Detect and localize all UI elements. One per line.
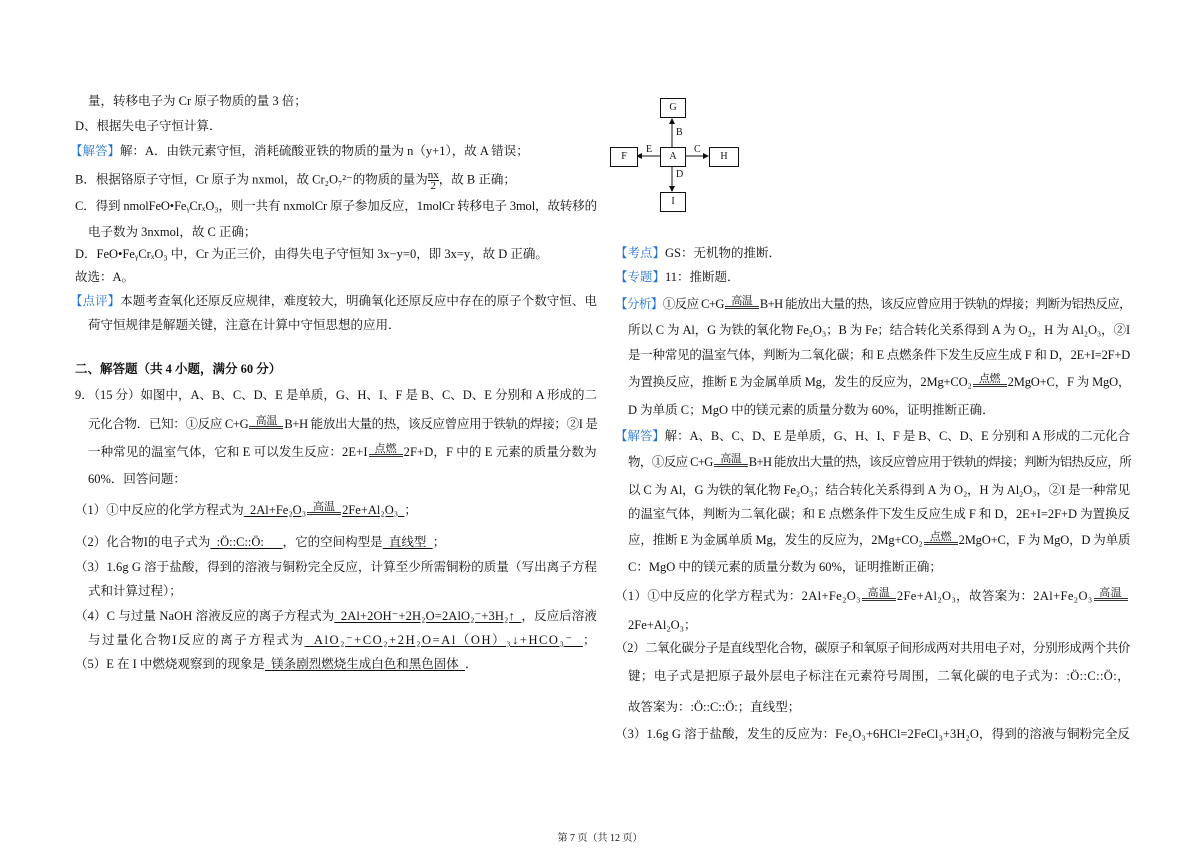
text-segment: 是一种常见的温室气体，判断为二氧化碳；和 E 点燃条件下发生反应生成 F 和 D，2E+I=2F+D — [628, 348, 1131, 362]
text-segment: （3）1.6g G 溶于盐酸，发生的反应为：Fe₂O₃+6HCl=2FeCl₃+3H₂O，得到的溶液与铜粉完全反 — [615, 727, 1130, 741]
left-text-line — [88, 93, 307, 109]
reaction-condition: 高温 — [249, 417, 283, 429]
text-segment: B．根据铬原子守恒，Cr 原子为 nxmol，故 Cr₂O₇²⁻的物质的量为 — [75, 172, 428, 187]
right-text-line — [628, 374, 1130, 390]
right-text-line — [628, 559, 942, 575]
text-segment: 与过量化合物I反应的离子方程式为 — [88, 633, 305, 647]
left-text-line — [88, 416, 598, 432]
section-tag: 【分析】 — [615, 297, 663, 311]
text-segment: B+H 能放出大量的热，该反应曾应用于铁轨的焊接；判断为铝热反应，所 — [748, 455, 1132, 469]
text-segment: 本题考查氧化还原反应规律，难度较大，明确氧化还原反应中存在的原子个数守恒、电 — [120, 294, 597, 308]
right-text-line — [628, 668, 1130, 684]
text-segment: 2Fe+Al₂O₃，故答案为：2Al+Fe₂O₃ — [896, 589, 1093, 603]
text-segment: 物，①反应 C+G — [628, 455, 713, 469]
text-segment: 故选：A。 — [75, 270, 135, 284]
left-text-line — [88, 632, 597, 648]
left-text-line — [75, 361, 281, 377]
text-segment: 2MgO+C，F 为 MgO，D 为单质 — [958, 533, 1131, 547]
text-segment: 11：推断题． — [665, 270, 740, 284]
text-segment: ； — [582, 633, 597, 647]
text-segment: 以 C 为 Al，G 为铁的氧化物 Fe₂O₃；结合转化关系得到 A 为 O₂，H 为 Al₂O₃，②I 是一种常见 — [628, 483, 1130, 497]
left-text-line — [75, 246, 548, 262]
text-segment: D．FeO•FeᵧCrₓO₃ 中，Cr 为正三价，由得失电子守恒知 3x−y=0，即 3x=y，故 D 正确。 — [75, 247, 548, 261]
right-text-line — [615, 640, 1130, 656]
section-tag: 【考点】 — [615, 246, 666, 260]
text-segment: 电子数为 3nxmol，故 C 正确； — [88, 225, 257, 239]
fraction — [428, 170, 439, 191]
section-tag: 【解答】 — [615, 429, 665, 443]
left-text-line — [75, 608, 597, 624]
text-segment: 键；电子式是把原子最外层电子标注在元素符号周围，二氧化碳的电子式为：:Ö::C::Ö:， — [628, 669, 1130, 683]
label-c: C — [694, 144, 701, 155]
text-segment: （1）①中反应的化学方程式为：2Al+Fe₂O₃ — [615, 589, 861, 603]
text-segment: GS：无机物的推断． — [665, 246, 781, 260]
text-segment: 2Fe+Al₂O₃； — [628, 618, 697, 632]
right-text-line — [628, 347, 1130, 363]
section-tag: 【点评】 — [70, 294, 121, 308]
section-tag: 【专题】 — [615, 270, 666, 284]
left-text-line — [88, 317, 401, 333]
text-segment: 解：A、B、C、D、E 是单质，G、H、I、F 是 B、C、D、E 分别和 A 形成的二元化合 — [664, 429, 1130, 443]
box-h: H — [709, 147, 739, 167]
right-text-line — [628, 402, 995, 418]
right-text-line — [628, 617, 697, 633]
answer-blank: :Ö::C::Ö: — [210, 535, 283, 549]
text-segment: 9．（15 分）如图中，A、B、C、D、E 是单质，G、H、I、F 是 B、C、D、E 分别和 A 形成的二 — [75, 388, 597, 402]
text-segment: 量，转移电子为 Cr 原子物质的量 3 倍； — [88, 94, 307, 108]
reaction-diagram — [600, 90, 760, 220]
section-tag: 【解答】 — [70, 144, 121, 158]
answer-blank: 镁条剧烈燃烧生成白色和黑色固体 — [264, 657, 465, 671]
text-segment: C．得到 nmolFeO•FeᵧCrₓO₃，则一共有 nxmolCr 原子参加反应，1molCr 转移电子 3mol，故转移的 — [75, 199, 597, 213]
left-text-line — [75, 118, 222, 134]
right-text-line — [615, 428, 1130, 444]
right-text-line — [628, 506, 1130, 522]
right-text-line — [628, 322, 1130, 338]
reaction-condition: 高温 — [1094, 589, 1128, 601]
answer-blank: AlO₂⁻+CO₂+2H₂O=Al（OH）₃↓+HCO₃⁻ — [304, 633, 583, 647]
text-segment: （2）二氧化碳分子是直线型化合物，碳原子和氧原子间形成两对共用电子对，分别形成两个共价 — [615, 641, 1130, 655]
reaction-condition: 点燃 — [973, 375, 1007, 387]
text-segment: （4）C 与过量 NaOH 溶液反应的离子方程式为 — [75, 609, 335, 623]
box-a: A — [660, 147, 686, 167]
label-b: B — [676, 127, 683, 138]
reaction-condition: 点燃 — [924, 533, 958, 545]
left-text-line — [75, 534, 445, 550]
text-segment: 一种常见的温室气体，它和 E 可以发生反应：2E+I — [88, 445, 368, 459]
left-text-line — [88, 471, 186, 487]
text-segment: 荷守恒规律是解题关键，注意在计算中守恒思想的应用． — [88, 318, 401, 332]
reaction-condition: 点燃 — [369, 445, 403, 457]
box-f: F — [610, 147, 638, 167]
text-segment: D 为单质 C；MgO 中的镁元素的质量分数为 60%，证明推断正确． — [628, 403, 995, 417]
text-segment: （1）①中反应的化学方程式为 — [75, 503, 244, 517]
box-i: I — [660, 192, 686, 212]
fraction-denominator: 2 — [430, 180, 436, 192]
text-segment: （3）1.6g G 溶于盐酸，得到的溶液与铜粉完全反应，计算至少所需铜粉的质量（写出离子方程 — [75, 560, 597, 574]
right-text-line — [615, 726, 1130, 742]
text-segment: 元化合物．已知：①反应 C+G — [88, 417, 249, 431]
answer-blank: 2Al+Fe₂O₃ — [243, 503, 307, 517]
text-segment: 60%．回答问题： — [88, 472, 186, 486]
left-text-line — [75, 502, 417, 518]
text-segment: ，故 B 正确； — [438, 172, 516, 187]
right-text-line — [615, 296, 1131, 312]
left-text-line — [70, 143, 529, 159]
text-segment: 的温室气体，判断为二氧化碳；和 E 点燃条件下发生反应生成 F 和 D，2E+I=2F+D 为置换反 — [628, 507, 1130, 521]
left-text-line — [88, 224, 256, 240]
text-segment: 式和计算过程）； — [88, 584, 182, 598]
text-segment: D、根据失电子守恒计算． — [75, 119, 222, 133]
left-text-line — [88, 583, 182, 599]
left-text-line — [75, 198, 597, 214]
reaction-condition: 高温 — [725, 297, 759, 309]
text-segment: 为置换反应，推断 E 为金属单质 Mg，发生的反应为，2Mg+CO₂ — [628, 375, 972, 389]
text-segment: B+H 能放出大量的热，该反应曾应用于铁轨的焊接；判断为铝热反应， — [759, 297, 1132, 311]
right-text-line — [615, 269, 740, 285]
right-text-line — [628, 482, 1130, 498]
reaction-condition: 高温 — [862, 589, 896, 601]
label-d: D — [676, 169, 684, 180]
text-segment: C：MgO 中的镁元素的质量分数为 60%，证明推断正确； — [628, 560, 942, 574]
text-segment: 所以 C 为 Al，G 为铁的氧化物 Fe₂O₃；B 为 Fe；结合转化关系得到 A 为 O₂，H 为 Al₂O₃，②I — [628, 323, 1131, 337]
left-text-line — [88, 444, 597, 460]
text-segment: 应，推断 E 为金属单质 Mg，发生的反应为，2Mg+CO₂ — [628, 533, 923, 547]
left-text-line — [70, 293, 597, 309]
text-segment: B+H 能放出大量的热，该反应曾应用于铁轨的焊接；②I 是 — [284, 417, 598, 431]
right-text-line — [615, 588, 1129, 604]
right-text-line — [628, 454, 1131, 470]
label-e: E — [646, 144, 653, 155]
right-text-line — [615, 245, 781, 261]
text-segment: ． — [464, 657, 478, 671]
right-text-line — [628, 532, 1130, 548]
text-segment: 解：A．由铁元素守恒，消耗硫酸亚铁的物质的量为 n（y+1），故 A 错误； — [120, 144, 529, 158]
text-segment: 2MgO+C，F 为 MgO， — [1007, 375, 1131, 389]
reaction-condition: 高温 — [307, 503, 341, 515]
answer-blank: 2Fe+Al₂O₃ — [342, 503, 405, 517]
text-segment: 2F+D，F 中的 E 元素的质量分数为 — [403, 445, 597, 459]
fraction-numerator: nx — [427, 169, 439, 181]
text-segment: （2）化合物I的电子式为 — [75, 535, 211, 549]
box-g: G — [660, 98, 686, 118]
right-text-line — [628, 699, 800, 715]
answer-blank: 2Al+2OH⁻+2H₂O=2AlO₂⁻+3H₂↑ — [334, 609, 522, 623]
text-segment: ，它的空间构型是 — [282, 535, 383, 549]
text-segment: （5）E 在 I 中燃烧观察到的现象是 — [75, 657, 265, 671]
text-segment: ； — [404, 503, 417, 517]
text-segment: ； — [432, 535, 446, 549]
text-segment: ，反应后溶液 — [521, 609, 598, 623]
left-text-line — [75, 170, 516, 191]
reaction-condition: 高温 — [714, 455, 748, 467]
page-footer: 第 7 页（共 12 页） — [557, 833, 643, 844]
left-text-line — [75, 656, 477, 672]
answer-blank: 直线型 — [382, 535, 433, 549]
left-text-line — [75, 269, 134, 285]
text-segment: 故答案为：:Ö::C::Ö:；直线型； — [628, 700, 801, 714]
left-text-line — [75, 559, 597, 575]
text-segment: ①反应 C+G — [662, 297, 724, 311]
section-heading: 二、解答题（共 4 小题，满分 60 分） — [75, 362, 282, 376]
left-text-line — [75, 387, 597, 403]
